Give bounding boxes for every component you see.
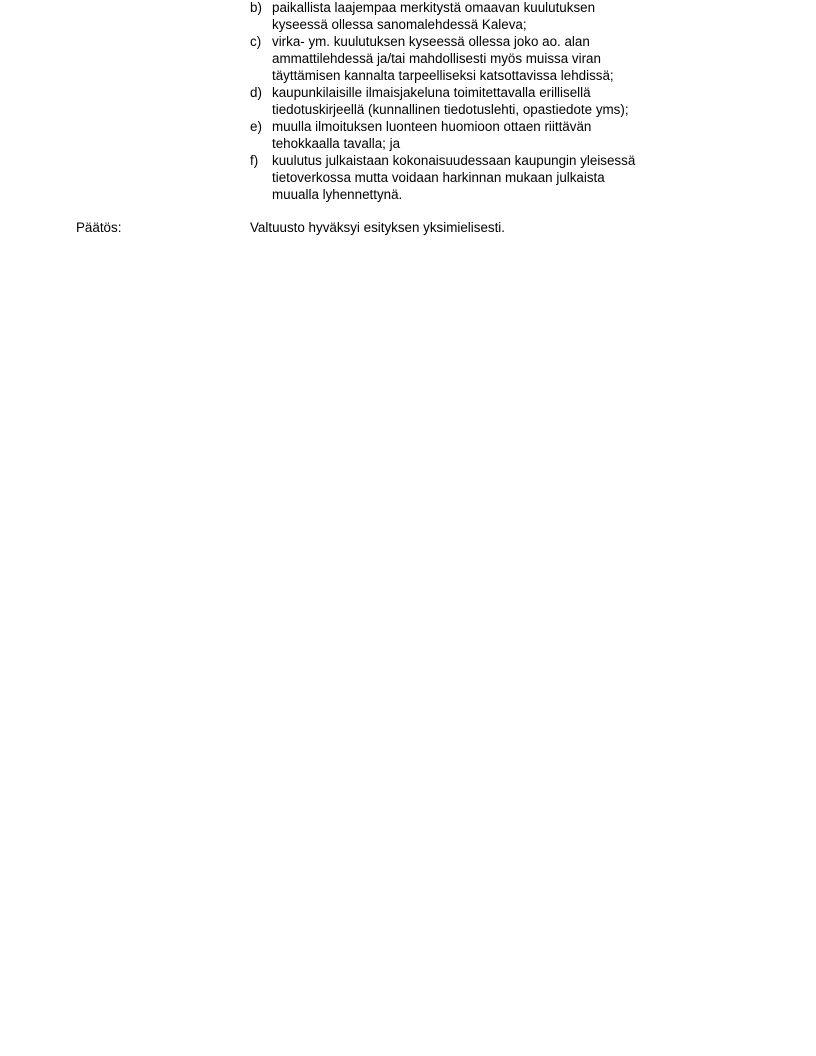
list-marker: e) xyxy=(250,119,262,134)
list-marker: f) xyxy=(250,153,259,168)
list-item-f xyxy=(250,152,690,203)
decision-text: Valtuusto hyväksyi esityksen yksimielisesti. xyxy=(250,220,506,235)
text-line: muulla ilmoituksen luonteen huomioon ottaen riittävän xyxy=(272,119,592,134)
text-line: kyseessä ollessa sanomalehdessä Kaleva; xyxy=(272,17,527,32)
text-line: muualla lyhennettynä. xyxy=(272,187,403,202)
text-line: kaupunkilaisille ilmaisjakeluna toimitettavalla erillisellä xyxy=(272,85,591,100)
text-line: tiedotuskirjeellä (kunnallinen tiedotuslehti, opastiedote yms); xyxy=(272,102,629,117)
list-item-d xyxy=(250,84,690,118)
decision-label: Päätös: xyxy=(76,220,122,235)
list-item-text xyxy=(272,152,690,203)
text-line: tehokkaalla tavalla; ja xyxy=(272,136,401,151)
announcement-channel-list xyxy=(250,0,690,203)
list-marker: c) xyxy=(250,34,262,49)
list-item-c xyxy=(250,33,690,84)
list-marker: b) xyxy=(250,0,262,15)
list-item-text xyxy=(272,0,690,33)
text-line: tietoverkossa mutta voidaan harkinnan mukaan julkaista xyxy=(272,170,605,185)
text-line: täyttämisen kannalta tarpeelliseksi katsottavissa lehdissä; xyxy=(272,68,614,83)
list-item-e xyxy=(250,118,690,152)
list-item-text xyxy=(272,118,690,152)
text-line: virka- ym. kuulutuksen kyseessä ollessa joko ao. alan xyxy=(272,34,590,49)
list-item-text xyxy=(272,33,690,84)
text-line: paikallista laajempaa merkitystä omaavan kuulutuksen xyxy=(272,0,596,15)
list-marker: d) xyxy=(250,85,262,100)
list-item-b xyxy=(250,0,690,33)
text-line: ammattilehdessä ja/tai mahdollisesti myös muissa viran xyxy=(272,51,601,66)
list-item-text xyxy=(272,84,690,118)
text-line: kuulutus julkaistaan kokonaisuudessaan kaupungin yleisessä xyxy=(272,153,636,168)
